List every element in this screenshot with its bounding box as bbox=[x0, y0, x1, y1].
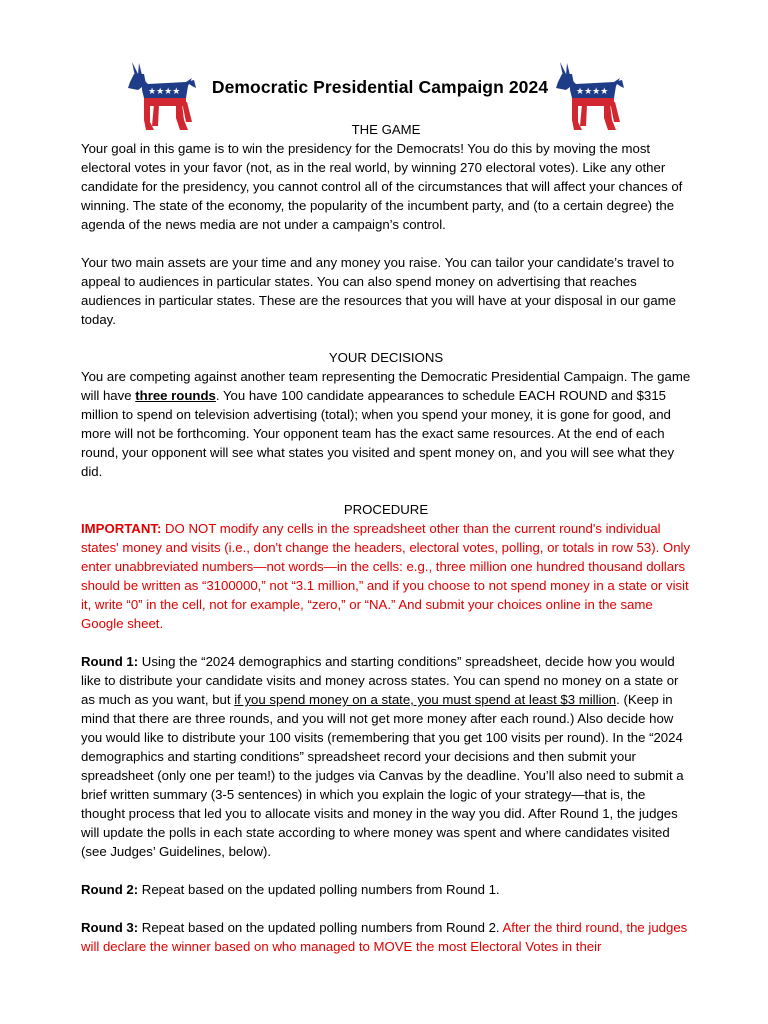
round-1-label: Round 1: bbox=[81, 654, 139, 669]
document-title: Democratic Presidential Campaign 2024 bbox=[211, 77, 549, 97]
important-paragraph bbox=[81, 519, 691, 633]
round-3-paragraph bbox=[81, 918, 691, 956]
round-1-text-cont: . (Keep in mind that there are three rounds, and you will not get more money after each round.) Also decide how you would like to distribute your 100 visits (remembering that you get 100 visits per round). In the “2024 demographics and starting conditions” spreadsheet record your decisions and then submit your spreadsheet (only one per team!) to the judges via Canvas by the deadline. You’ll also need to submit a brief written summary (3-5 sentences) in which you explain the logic of your strategy—that is, the thought process that led you to allocate visits and money in the way you did. After Round 1, the judges will update the polls in each state according to where money was spent and where candidates visited (see Judges’ Guidelines, below). bbox=[81, 692, 684, 859]
svg-text:★★★★: ★★★★ bbox=[148, 87, 181, 97]
decisions-text: You are competing against another team representing the Democratic Presidential Campaign. The game will have bbox=[81, 369, 691, 403]
round-1-text: Using the “2024 demographics and starting conditions” spreadsheet, decide how you would like to distribute your candidate visits and money across states. You can spend no money on a state or as much as you want, but bbox=[81, 654, 679, 707]
round-2-label: Round 2: bbox=[81, 882, 139, 897]
round-1-paragraph bbox=[81, 652, 691, 861]
round-3-winner-note: After the third round, the judges will declare the winner based on who managed to MOVE the most Electoral Votes in their bbox=[81, 920, 688, 954]
three-rounds-emphasis: three rounds bbox=[135, 388, 216, 403]
document-body bbox=[81, 120, 691, 956]
section-heading-game: THE GAME bbox=[351, 122, 421, 137]
section-heading-decisions: YOUR DECISIONS bbox=[328, 350, 444, 365]
round-3-text: Repeat based on the updated polling numbers from Round 2. bbox=[138, 920, 503, 935]
game-paragraph-2: Your two main assets are your time and any money you raise. You can tailor your candidate’s travel to appeal to audiences in particular states. You can also spend money on advertising that reaches audiences in particular states. These are the resources that you will have at your disposal in our game today. bbox=[81, 255, 676, 327]
svg-text:★★★★: ★★★★ bbox=[576, 87, 609, 97]
important-label: IMPORTANT: bbox=[81, 521, 162, 536]
round-2-paragraph bbox=[81, 880, 691, 899]
section-heading-procedure: PROCEDURE bbox=[343, 502, 429, 517]
round-2-text: Repeat based on the updated polling numbers from Round 1. bbox=[138, 882, 500, 897]
important-text: DO NOT modify any cells in the spreadsheet other than the current round's individual states' money and visits (i.e., don't change the headers, electoral votes, polling, or totals in row 53). Only enter unabbreviated numbers—not words—in the cells: e.g., three million one hundred thousand dollars should be written as “3100000,” not “3.1 million,” and if you choose to not spend money in a state or visit it, write “0” in the cell, not for example, “zero,” or “NA.” And submit your choices online in the same Google sheet. bbox=[81, 521, 691, 631]
decisions-text-cont: . You have 100 candidate appearances to schedule EACH ROUND and $315 million to spend on television advertising (total); when you spend your money, it is gone for good, and more will not be forthcoming. Your opponent team has the exact same resources. At the end of each round, your opponent will see what states you visited and spent money on, and you will see what they did. bbox=[81, 388, 675, 479]
round-3-label: Round 3: bbox=[81, 920, 139, 935]
game-paragraph-1: Your goal in this game is to win the presidency for the Democrats! You do this by moving the most electoral votes in your favor (not, as in the real world, by winning 270 electoral votes). Like any other candidate for the presidency, you cannot control all of the circumstances that will affect your chances of winning. The state of the economy, the popularity of the incumbent party, and (to a certain degree) the agenda of the news media are not under a campaign’s control. bbox=[81, 141, 683, 232]
decisions-paragraph bbox=[81, 367, 691, 481]
round-1-minimum-spend: if you spend money on a state, you must spend at least $3 million bbox=[234, 692, 617, 707]
